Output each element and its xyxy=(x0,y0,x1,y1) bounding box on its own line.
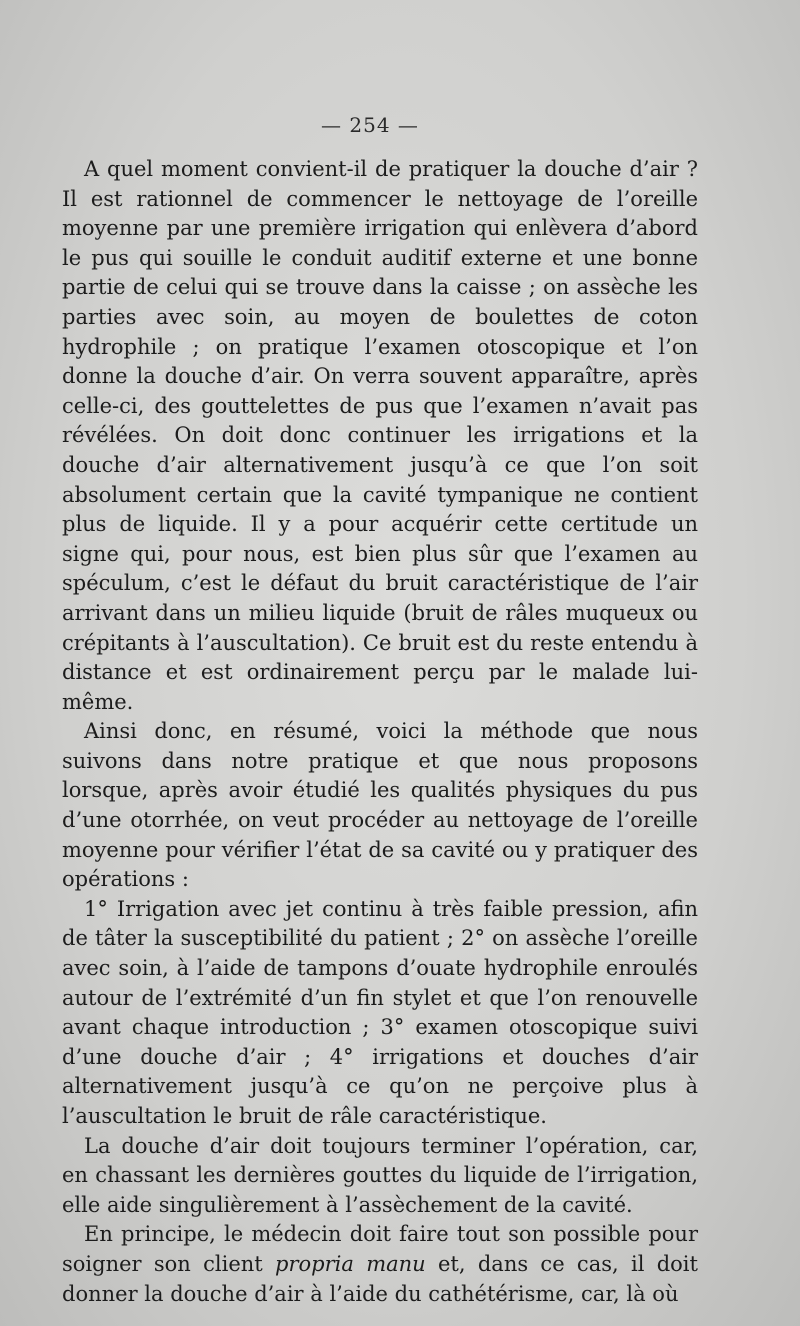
latin-phrase: propria manu xyxy=(275,1251,426,1276)
paragraph-principle xyxy=(62,1220,698,1309)
paragraph-method-summary: Ainsi donc, en résumé, voici la méthode que nous suivons dans notre pratique et que nous proposons lorsque, après avoir étudié les qualités physiques du pus d’une otorrhée, on veut procéder au nettoyage de l’oreille moyenne pour vérifier l’état de sa cavité ou y pratiquer des opérations : xyxy=(62,719,698,892)
body-text xyxy=(62,155,698,1309)
page-number: — 254 — xyxy=(321,113,419,137)
paragraph-procedure-steps: 1° Irrigation avec jet continu à très faible pression, afin de tâter la susceptibilité du patient ; 2° on assèche l’oreille avec soin, à l’aide de tampons d’ouate hydrophile enroulés autour de l’extrémité d’un fin stylet et que l’on renouvelle avant chaque introduction ; 3° examen otoscopique suivi d’une douche d’air ; 4° irrigations et douches d’air alternativement jusqu’à ce qu’on ne perçoive plus à l’auscultation le bruit de râle caractéristique. xyxy=(62,896,698,1128)
paragraph-principle-end: et, dans ce cas, il doit donner la douche d’air à l’aide du cathétérisme, car, là où xyxy=(62,1251,698,1306)
paragraph-air-douche-conclusion: La douche d’air doit toujours terminer l’opération, car, en chassant les dernières gouttes du liquide de l’irrigation, elle aide singulièrement à l’assèchement de la cavité. xyxy=(62,1133,698,1217)
paragraph-principle-start: En principe, le médecin doit faire tout son possible pour soigner son client xyxy=(62,1222,698,1276)
paragraph-air-douche-timing: A quel moment convient-il de pratiquer la douche d’air ? Il est rationnel de commencer le nettoyage de l’oreille moyenne par une première irrigation qui enlèvera d’abord le pus qui souille le conduit auditif externe et une bonne partie de celui qui se trouve dans la caisse ; on assèche les parties avec soin, au moyen de boulettes de coton hydrophile ; on pratique l’examen otoscopique et l’on donne la douche d’air. On verra souvent apparaître, après celle-ci, des gouttelettes de pus que l’examen n’avait pas révélées. On doit donc continuer les irrigations et la douche d’air alternativement jusqu’à ce que l’on soit absolument certain que la cavité tympanique ne contient plus de liquide. Il y a pour acquérir cette certitude un signe qui, pour nous, est bien plus sûr que l’examen au spéculum, c’est le défaut du bruit caractéristique de l’air arrivant dans un milieu liquide (bruit de râles muqueux ou crépitants à l’auscultation). Ce bruit est du reste entendu à distance et est ordinairement perçu par le malade lui-même. xyxy=(62,157,698,714)
